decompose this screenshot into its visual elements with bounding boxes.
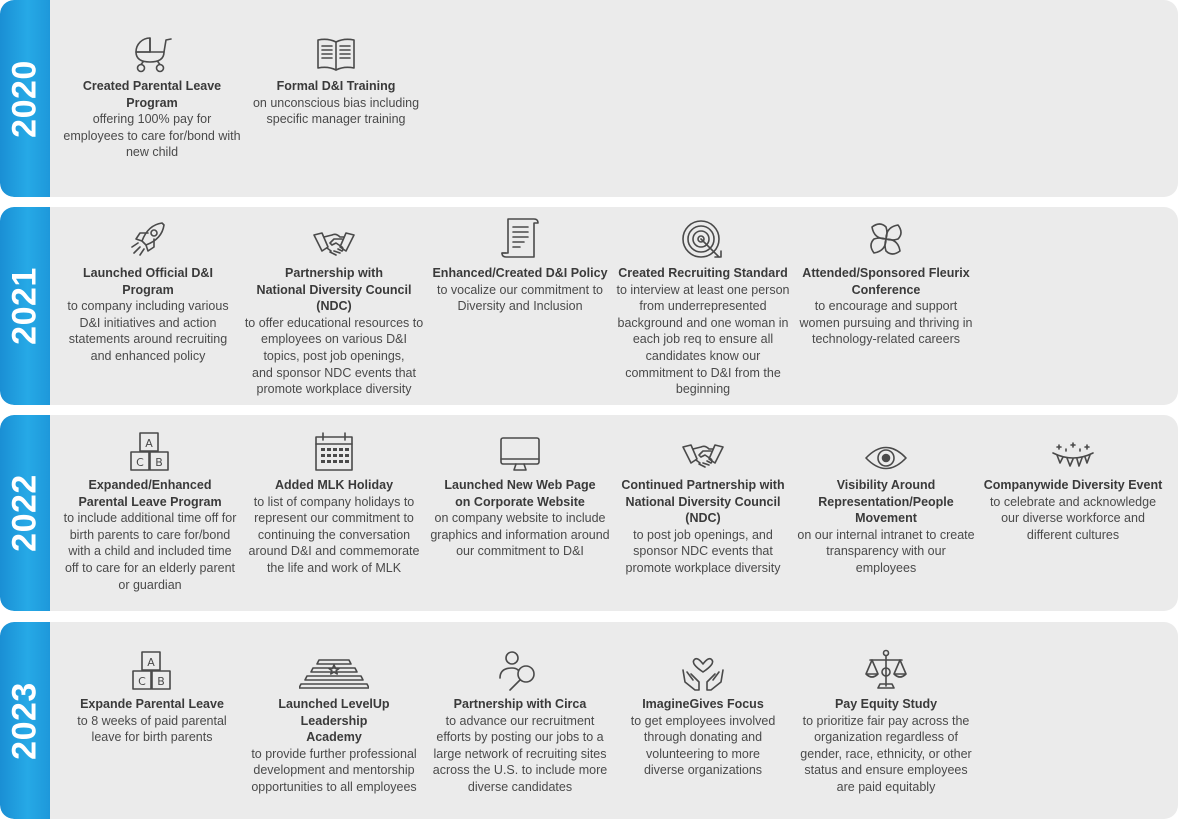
year-row-2022 <box>0 415 1178 611</box>
item-title: Partnership with National Diversity Council (NDC) <box>256 266 412 314</box>
year-row-2020 <box>0 0 1178 197</box>
item-description: to provide further professional development and mentorship opportunities to all employees <box>251 746 417 794</box>
item-title: Launched New Web Page on Corporate Website <box>444 478 596 509</box>
timeline-item <box>982 425 1164 543</box>
item-title: Formal D&I Training <box>276 79 396 93</box>
timeline-item <box>62 644 242 746</box>
timeline-item <box>430 644 610 796</box>
item-title: Launched Official D&I Program <box>83 266 213 297</box>
monitor-icon <box>430 425 610 473</box>
svg-text:A: A <box>145 437 153 450</box>
svg-text:A: A <box>147 656 155 669</box>
timeline-item <box>244 213 424 398</box>
item-title: Expanded/Enhanced Parental Leave Program <box>78 478 222 509</box>
pinwheel-logo-icon <box>796 213 976 261</box>
item-description: to encourage and support women pursuing and thriving in technology-related careers <box>799 299 973 347</box>
timeline-item <box>60 425 240 593</box>
timeline-item <box>613 425 793 577</box>
abc-blocks-icon <box>62 644 242 692</box>
year-bar <box>0 207 50 405</box>
baby-stroller-icon <box>62 26 242 74</box>
item-description: to offer educational resources to employees on various D&I topics, post job openings, and sponsor NDC events that promote workplace diversity <box>244 315 424 397</box>
item-description: to post job openings, and sponsor NDC events that promote workplace diversity <box>625 527 781 575</box>
eye-icon <box>796 425 976 473</box>
year-bar <box>0 0 50 197</box>
rocket-icon <box>57 213 239 261</box>
calendar-icon <box>244 425 424 473</box>
item-title: Expande Parental Leave <box>80 697 224 711</box>
timeline-item <box>613 644 793 779</box>
year-bar <box>0 415 50 611</box>
item-description: to advance our recruitment efforts by posting our jobs to a large network of recruiting sites across the U.S. to include more diverse candidates <box>432 713 608 794</box>
item-title: Attended/Sponsored Fleurix Conference <box>802 266 970 297</box>
levelup-stack-icon <box>244 644 424 692</box>
item-title: ImagineGives Focus <box>642 697 764 711</box>
item-title: Created Recruiting Standard <box>618 266 788 280</box>
timeline-item <box>57 213 239 365</box>
heart-hands-icon <box>613 644 793 692</box>
policy-document-icon <box>430 213 610 261</box>
handshake-icon <box>613 425 793 473</box>
timeline-item <box>796 644 976 796</box>
year-label: 2023 <box>5 681 44 760</box>
item-title: Visibility Around Representation/People Movement <box>818 478 954 526</box>
handshake-icon <box>244 213 424 261</box>
timeline-item <box>796 213 976 348</box>
item-description: to celebrate and acknowledge our diverse workforce and different cultures <box>989 494 1157 542</box>
item-title: Continued Partnership with National Diversity Council (NDC) <box>621 478 785 526</box>
item-description: to get employees involved through donating and volunteering to more diverse organizations <box>630 713 776 778</box>
scales-icon <box>796 644 976 692</box>
timeline-item <box>430 425 610 560</box>
item-description: to company including various D&I initiatives and action statements around recruiting and enhanced policy <box>67 299 229 363</box>
item-description: offering 100% pay for employees to care for/bond with new child <box>63 112 241 160</box>
open-book-icon <box>246 26 426 74</box>
item-description: to vocalize our commitment to Diversity and Inclusion <box>436 282 604 314</box>
item-title: Partnership with Circa <box>453 697 587 711</box>
timeline-item <box>613 213 793 398</box>
svg-text:C: C <box>138 675 146 688</box>
timeline-item <box>796 425 976 577</box>
svg-text:C: C <box>136 456 144 469</box>
year-row-2023 <box>0 622 1178 819</box>
item-title: Created Parental Leave Program <box>82 79 222 110</box>
year-label: 2020 <box>5 59 44 138</box>
item-title: Pay Equity Study <box>834 697 938 711</box>
item-title: Launched LevelUp Leadership Academy <box>278 697 390 745</box>
item-title: Added MLK Holiday <box>274 478 394 492</box>
timeline-item <box>246 26 426 128</box>
year-row-2021 <box>0 207 1178 405</box>
year-bar <box>0 622 50 819</box>
item-title: Companywide Diversity Event <box>983 478 1163 492</box>
item-description: to 8 weeks of paid parental leave for birth parents <box>77 713 227 745</box>
year-label: 2021 <box>5 267 44 345</box>
abc-blocks-icon <box>60 425 240 473</box>
item-description: to prioritize fair pay across the organization regardless of gender, race, ethnicity, or other status and ensure employees are paid equitably <box>800 713 972 794</box>
timeline-item <box>62 26 242 161</box>
item-description: on our internal intranet to create transparency with our employees <box>797 527 975 575</box>
item-title: Enhanced/Created D&I Policy <box>432 266 608 280</box>
item-description: on company website to include graphics and information around our commitment to D&I <box>430 511 610 559</box>
target-icon <box>613 213 793 261</box>
timeline-item <box>244 425 424 577</box>
year-label: 2022 <box>5 474 44 552</box>
item-description: to include additional time off for birth parents to care for/bond with a child and included time off to care for an elderly parent or guardian <box>63 511 237 592</box>
person-search-icon <box>430 644 610 692</box>
timeline-item <box>430 213 610 315</box>
item-description: to list of company holidays to represent our commitment to continuing the conversation around D&I and commemorate the life and work of MLK <box>248 494 420 575</box>
svg-text:B: B <box>157 675 165 688</box>
svg-text:B: B <box>155 456 163 469</box>
bunting-icon <box>982 425 1164 473</box>
item-description: to interview at least one person from underrepresented background and one woman in each job req to ensure all candidates know our commitment to D&I from the beginning <box>616 282 790 397</box>
timeline-item <box>244 644 424 796</box>
item-description: on unconscious bias including specific manager training <box>252 95 420 127</box>
